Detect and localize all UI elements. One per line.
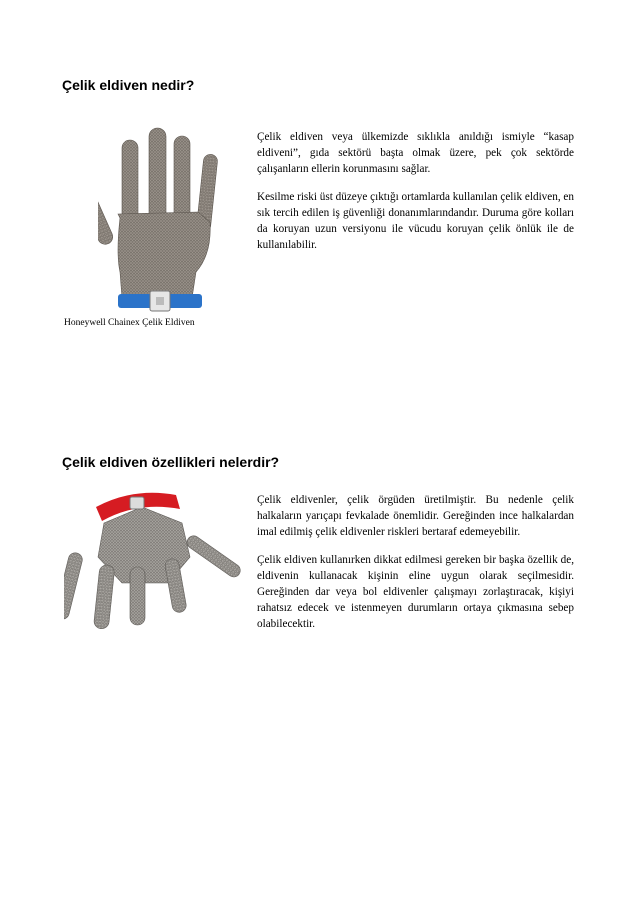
wrist-strap bbox=[118, 291, 202, 311]
paragraph: Kesilme riski üst düzeye çıktığı ortamlarda kullanılan çelik eldiven, en sık tercih edilen iş güvenliği donanımlarındandır. Duruma göre kolları da koruyan uzun versiyonu ile vücudu koruyan çelik önlük ile de kullanılabilir. bbox=[257, 190, 574, 252]
glove-mesh-shape bbox=[64, 507, 243, 629]
section-text bbox=[257, 129, 574, 264]
section-heading-what-is: Çelik eldiven nedir? bbox=[62, 77, 195, 93]
paragraph: Çelik eldiven kullanırken dikkat edilmesi gereken bir başka özellik de, eldivenin kullanacak kişinin eline uygun olarak seçilmesidir. Gereğinden dar veya bol eldivenler çalışmayı zorlaştıracak, kişiyi rahatsız edecek ve istenmeyen durumların ortaya çıkmasına sebep olabilecektir. bbox=[257, 553, 574, 631]
image-caption: Honeywell Chainex Çelik Eldiven bbox=[64, 318, 195, 328]
glove-mesh-shape bbox=[98, 128, 218, 298]
section-heading-features: Çelik eldiven özellikleri nelerdir? bbox=[62, 454, 280, 470]
chainmail-glove-photo-2 bbox=[64, 487, 244, 633]
paragraph: Çelik eldivenler, çelik örgüden üretilmiştir. Bu nedenle çelik halkaların yarıçapı fevkalade önemlidir. Gereğinden ince halkalardan imal edilmiş çelik eldivenler riskleri bertaraf edemeyebilir. bbox=[257, 494, 574, 539]
section-text bbox=[257, 492, 574, 644]
paragraph: Çelik eldiven veya ülkemizde sıklıkla anıldığı ismiyle “kasap eldiveni”, gıda sektörü başta olmak üzere, pek çok sektörde çalışanların ellerin korunmasını sağlar. bbox=[257, 131, 574, 176]
chainmail-glove-photo bbox=[98, 122, 218, 318]
